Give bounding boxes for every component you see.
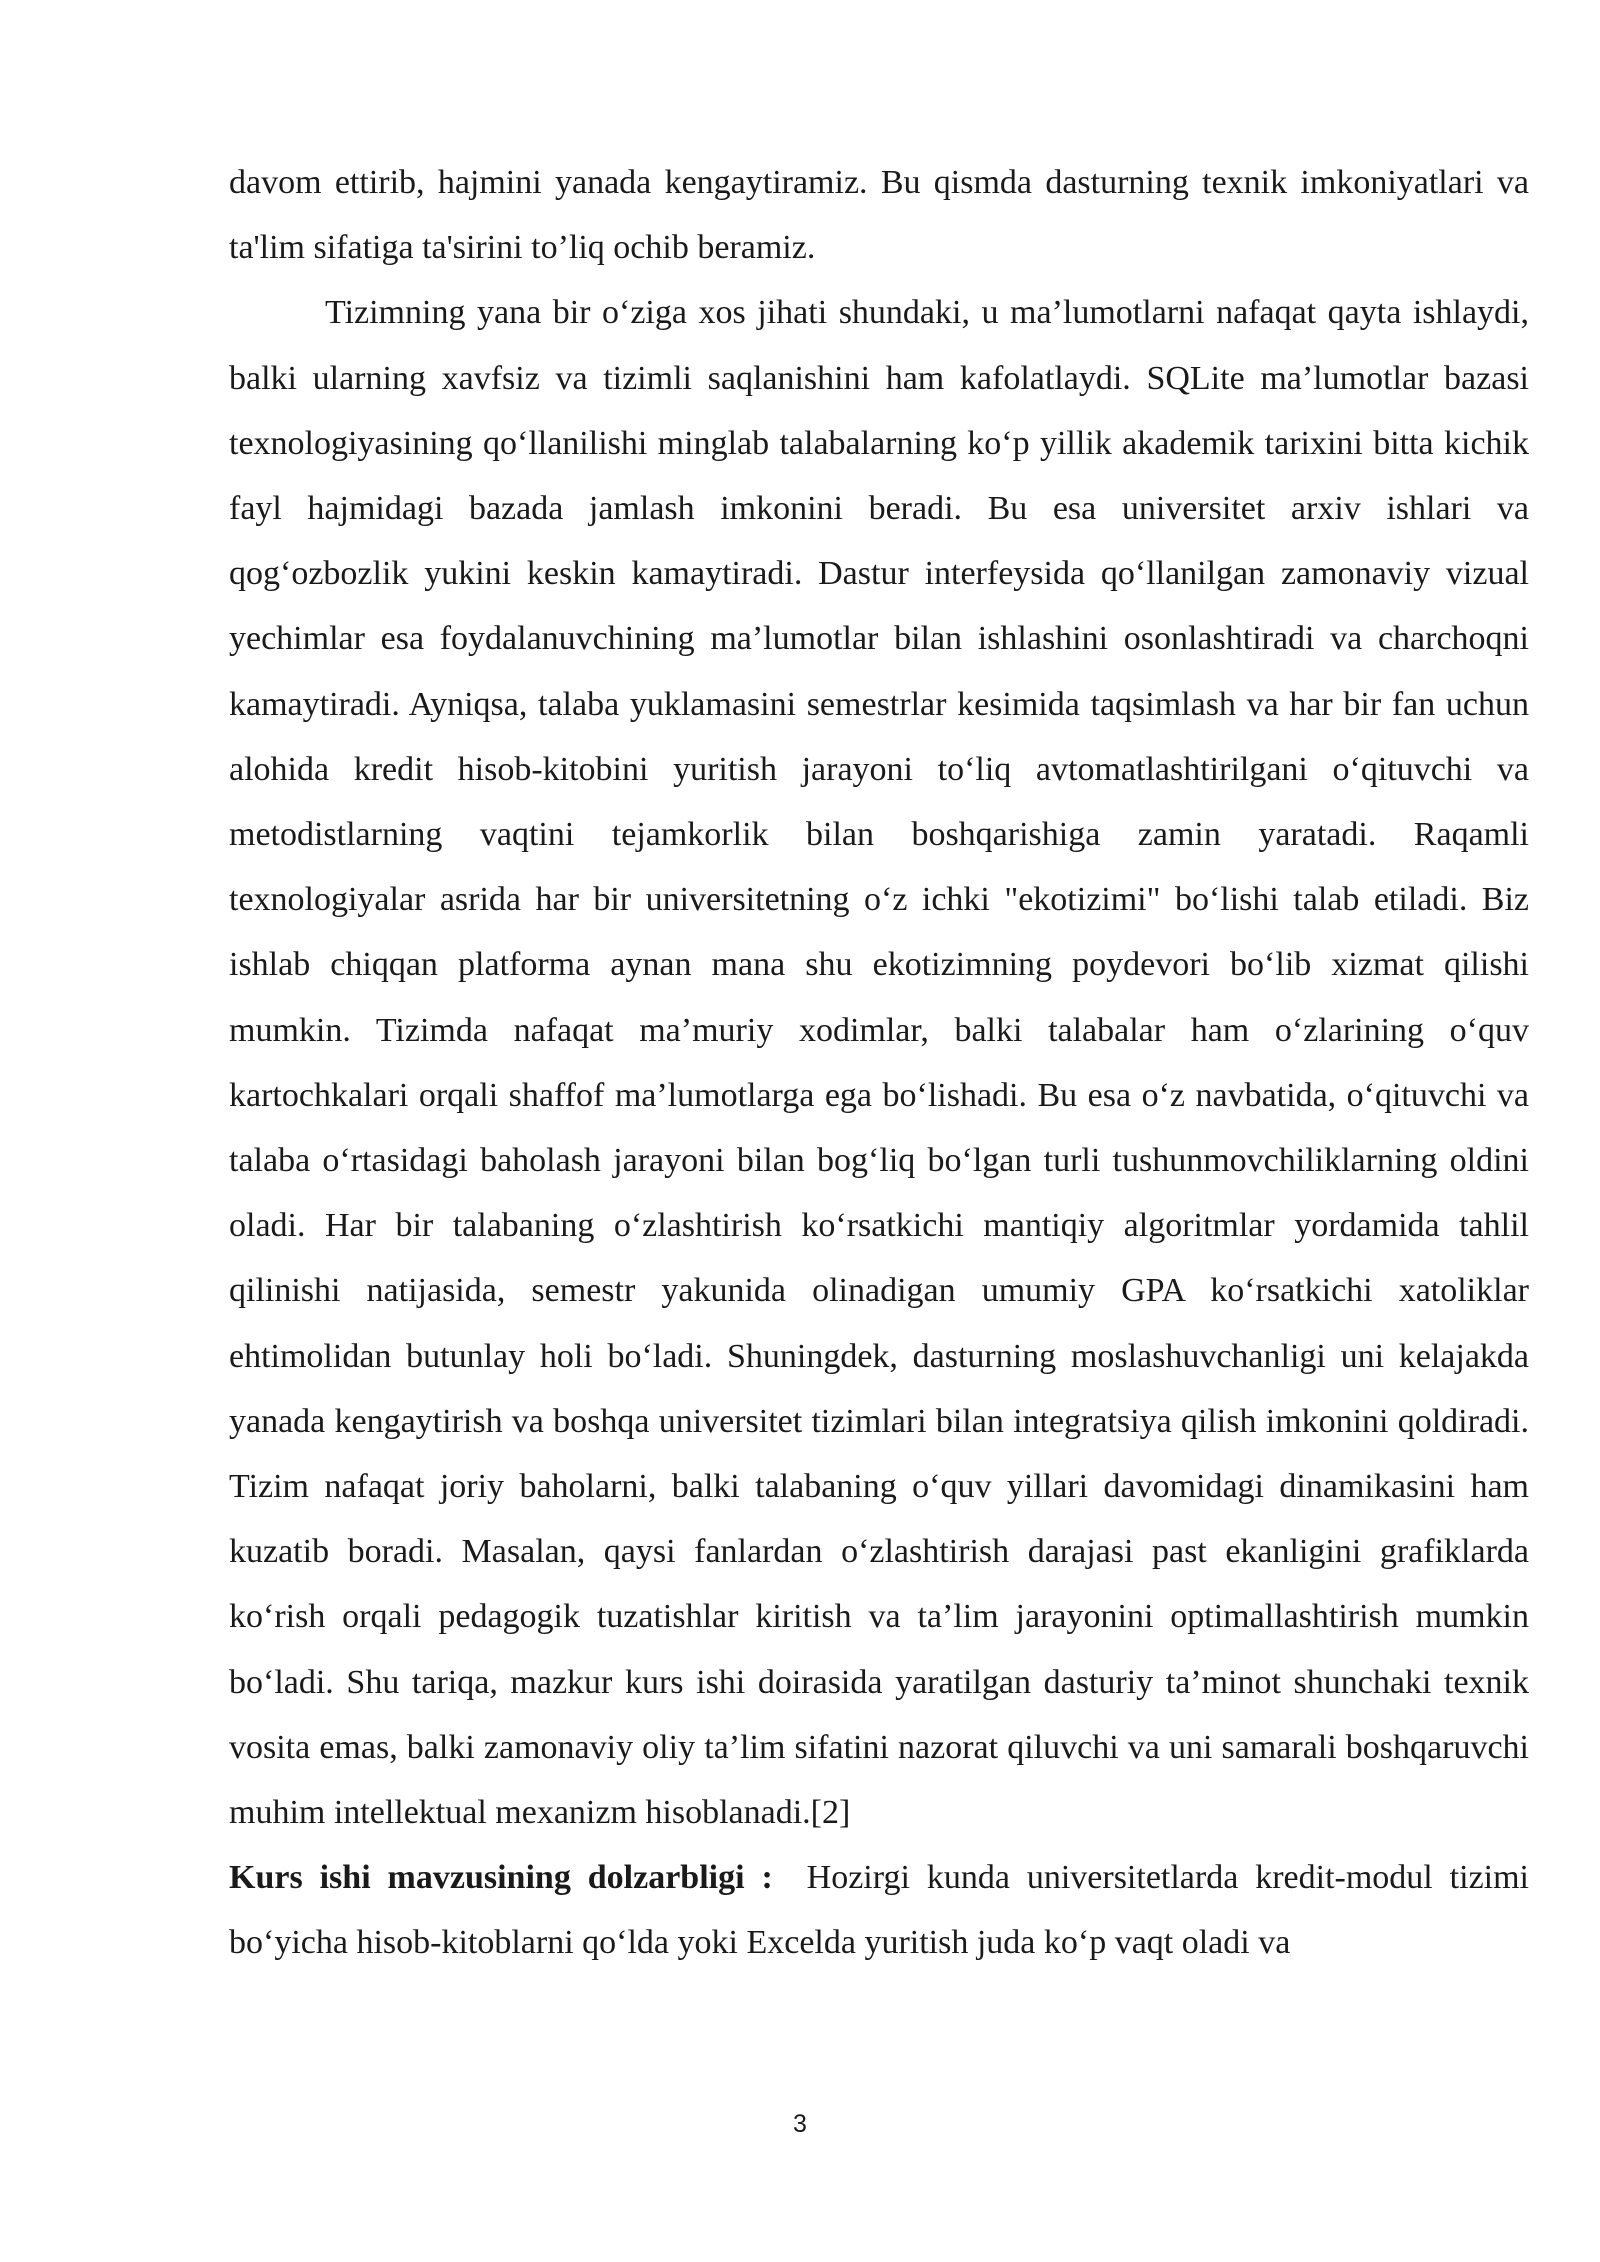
section-relevance xyxy=(229,1845,1529,1975)
section-text: Hozirgi kunda universitetlarda kredit-modul tizimi bo‘yicha hisob-kitoblarni qo‘lda yoki Excelda yuritish juda ko‘p vaqt oladi va xyxy=(229,1859,1530,1962)
paragraph-system-features: Tizimning yana bir o‘ziga xos jihati shundaki, u ma’lumotlarni nafaqat qayta ishlaydi, balki ularning xavfsiz va tizimli saqlanishini ham kafolatlaydi. SQLite ma’lumotlar bazasi texnologiyasining qo‘llanilishi minglab talabalarning ko‘p yillik akademik tarixini bitta kichik fayl hajmidagi bazada jamlash imkonini beradi. Bu esa universitet arxiv ishlari va qog‘ozbozlik yukini keskin kamaytiradi. Dastur interfeysida qo‘llanilgan zamonaviy vizual yechimlar esa foydalanuvchining ma’lumotlar bilan ishlashini osonlashtiradi va charchoqni kamaytiradi. Ayniqsa, talaba yuklamasini semestrlar kesimida taqsimlash va har bir fan uchun alohida kredit hisob-kitobini yuritish jarayoni to‘liq avtomatlashtirilgani o‘qituvchi va metodistlarning vaqtini tejamkorlik bilan boshqarishiga zamin yaratadi. Raqamli texnologiyalar asrida har bir universitetning o‘z ichki "ekotizimi" bo‘lishi talab etiladi. Biz ishlab chiqqan platforma aynan mana shu ekotizimning poydevori bo‘lib xizmat qilishi mumkin. Tizimda nafaqat ma’muriy xodimlar, balki talabalar ham o‘zlarining o‘quv kartochkalari orqali shaffof ma’lumotlarga ega bo‘lishadi. Bu esa o‘z navbatida, o‘qituvchi va talaba o‘rtasidagi baholash jarayoni bilan bog‘liq bo‘lgan turli tushunmovchiliklarning oldini oladi. Har bir talabaning o‘zlashtirish ko‘rsatkichi mantiqiy algoritmlar yordamida tahlil qilinishi natijasida, semestr yakunida olinadigan umumiy GPA ko‘rsatkichi xatoliklar ehtimolidan butunlay holi bo‘ladi. Shuningdek, dasturning moslashuvchanligi uni kelajakda yanada kengaytirish va boshqa universitet tizimlari bilan integratsiya qilish imkonini qoldiradi. Tizim nafaqat joriy baholarni, balki talabaning o‘quv yillari davomidagi dinamikasini ham kuzatib boradi. Masalan, qaysi fanlardan o‘zlashtirish darajasi past ekanligini grafiklarda ko‘rish orqali pedagogik tuzatishlar kiritish va ta’lim jarayonini optimallashtirish mumkin bo‘ladi. Shu tariqa, mazkur kurs ishi doirasida yaratilgan dasturiy ta’minot shunchaki texnik vosita emas, balki zamonaviy oliy ta’lim sifatini nazorat qiluvchi va uni samarali boshqaruvchi muhim intellektual mexanizm hisoblanadi.[2] xyxy=(229,294,1529,1832)
body-text xyxy=(229,150,1529,1976)
page-number: 3 xyxy=(793,2110,807,2138)
section-heading: Kurs ishi mavzusining dolzarbligi : xyxy=(229,1859,773,1897)
paragraph-continuation: davom ettirib, hajmini yanada kengaytiramiz. Bu qismda dasturning texnik imkoniyatlari va ta'lim sifatiga ta'sirini to’liq ochib beramiz. xyxy=(229,164,1529,267)
